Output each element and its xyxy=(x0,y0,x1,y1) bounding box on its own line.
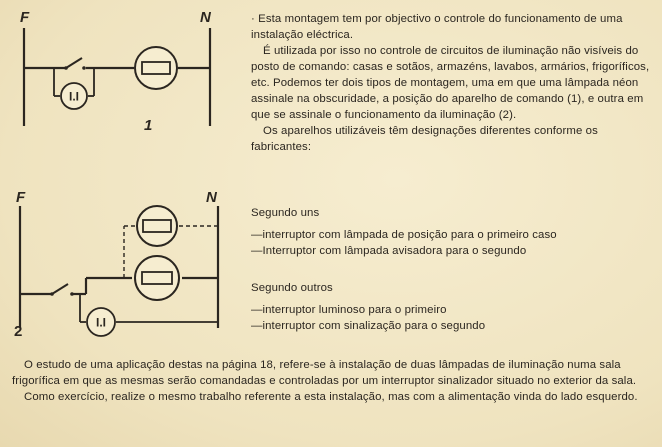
neon-indicator-symbol xyxy=(87,308,115,336)
list-item: —Interruptor com lâmpada avisadora para o segundo xyxy=(251,245,527,257)
neon-indicator-symbol xyxy=(61,83,87,109)
bottom-paragraph: O estudo de uma aplicação destas na página 18, refere-se à instalação de duas lâmpadas de iluminação numa sala frigorífica em que as mesmas serão comandadas e controladas por um interruptor sinalizador situado no exterior da sala. xyxy=(12,359,637,387)
bottom-paragraph: Como exercício, realize o mesmo trabalho referente a esta instalação, mas com a alimentação vinda do lado esquerdo. xyxy=(24,391,638,403)
indicator-label: I.I xyxy=(68,89,80,104)
bottom-text xyxy=(12,357,654,405)
intro-paragraph: Os aparelhos utilizáveis têm designações diferentes conforme os fabricantes: xyxy=(251,125,598,153)
lamp-symbol xyxy=(135,256,179,300)
intro-paragraph: · Esta montagem tem por objectivo o controle do funcionamento de uma instalação eléctrica. xyxy=(251,13,623,41)
phase-label: F xyxy=(16,189,26,206)
intro-text xyxy=(251,11,655,155)
circuit-diagram-2 xyxy=(6,188,238,338)
list-item: —interruptor com sinalização para o segundo xyxy=(251,320,486,332)
neutral-label: N xyxy=(206,189,217,206)
section-heading: Segundo outros xyxy=(251,282,333,294)
segundo-uns-section xyxy=(251,205,655,259)
circuit-diagram-1 xyxy=(14,8,229,138)
list-item: —interruptor luminoso para o primeiro xyxy=(251,304,447,316)
segundo-outros-section xyxy=(251,280,655,334)
intro-paragraph: É utilizada por isso no controle de circuitos de iluminação não visíveis do posto de comando: casas e sotãos, armazéns, lavabos, armários, frigoríficos, etc. Podemos ter dois tipos de montagem, uma em que uma lâmpada néon assinale na obscuridade, a posição do aparelho de comando (1), e outra em que se assinale o funcionamento da iluminação (2). xyxy=(251,45,650,121)
indicator-label: I.I xyxy=(95,315,107,330)
phase-label: F xyxy=(20,9,30,26)
figure-number: 1 xyxy=(144,117,153,134)
list-item: —interruptor com lâmpada de posição para o primeiro caso xyxy=(251,229,557,241)
figure-number: 2 xyxy=(14,323,23,338)
lamp-symbol xyxy=(135,47,177,89)
neutral-label: N xyxy=(200,9,211,26)
section-heading: Segundo uns xyxy=(251,207,320,219)
lamp-symbol xyxy=(137,206,177,246)
